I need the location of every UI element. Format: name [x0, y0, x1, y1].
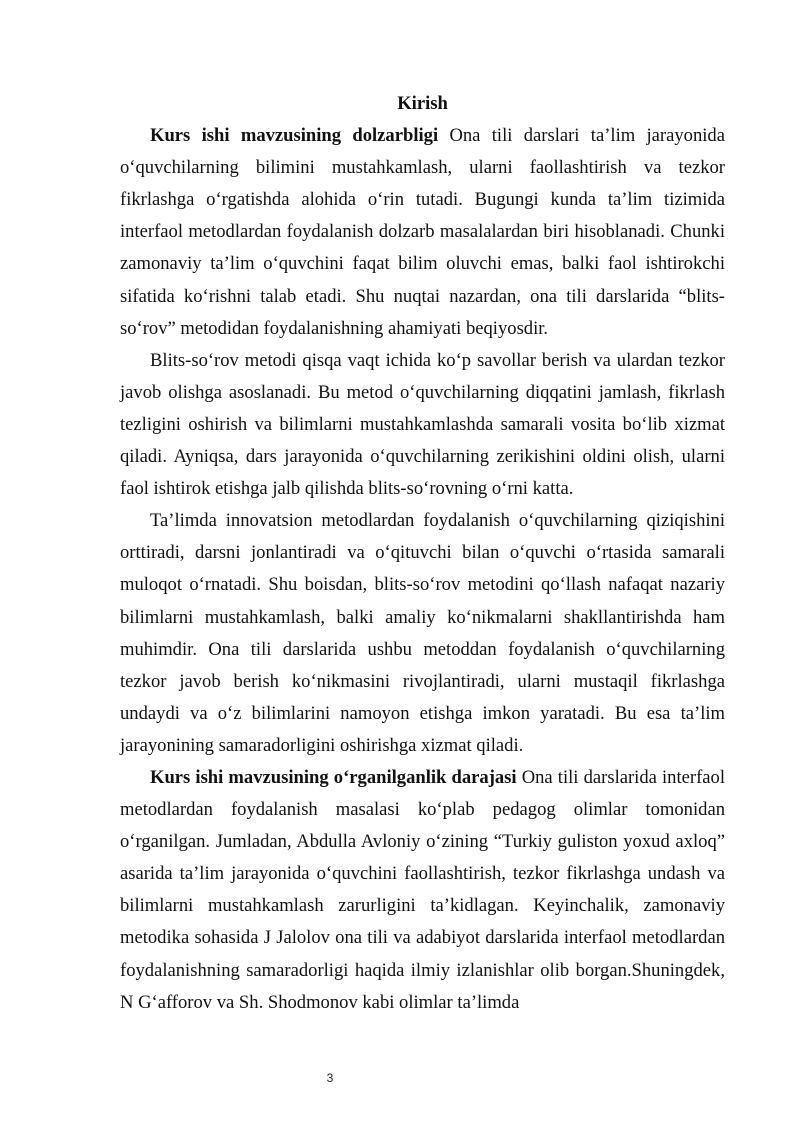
paragraph-text-relevance: Ona tili darslari ta’lim jarayonida o‘quvchilarning bilimini mustahkamlash, ularni faollashtirish va tezkor fikrlashga o‘rgatishda alohida o‘rin tutadi. Bugungi kunda ta’lim tizimida interfaol metodlardan foydalanish dolzarb masalalardan biri hisoblanadi. Chunki zamonaviy ta’lim o‘quvchini faqat bilim oluvchi emas, balki faol ishtirokchi sifatida ko‘rishni talab etadi. Shu nuqtai nazardan, ona tili darslarida “blits-so‘rov” metodidan foydalanishning ahamiyati beqiyosdir. [120, 125, 725, 339]
paragraph-text-blitz-method: Blits-so‘rov metodi qisqa vaqt ichida ko‘p savollar berish va ulardan tezkor javob olishga asoslanadi. Bu metod o‘quvchilarning diqqatini jamlash, fikrlash tezligini oshirish va bilimlarni mustahkamlashda samarali vosita bo‘lib xizmat qiladi. Ayniqsa, dars jarayonida o‘quvchilarning zerikishini oldini olish, ularni faol ishtirok etishga jalb qilishda blits-so‘rovning o‘rni katta. [120, 349, 725, 500]
paragraph-innovation [120, 505, 725, 762]
paragraph-study-level [120, 762, 725, 1019]
section-heading: Kirish [397, 93, 448, 114]
paragraph-text-innovation: Ta’limda innovatsion metodlardan foydalanish o‘quvchilarning qiziqishini orttiradi, darsni jonlantiradi va o‘qituvchi bilan o‘quvchi o‘rtasida samarali muloqot o‘rnatadi. Shu boisdan, blits-so‘rov metodini qo‘llash nafaqat nazariy bilimlarni mustahkamlash, balki amaliy ko‘nikmalarni shakllantirishda ham muhimdir. Ona tili darslarida ushbu metoddan foydalanish o‘quvchilarning tezkor javob berish ko‘nikmasini rivojlantiradi, ularni mustaqil fikrlashga undaydi va o‘z bilimlarini namoyon etishga imkon yaratadi. Bu esa ta’lim jarayonining samaradorligini oshirishga xizmat qiladi. [120, 510, 725, 756]
paragraph-lead-study-level: Kurs ishi mavzusining o‘rganilganlik darajasi [150, 766, 517, 788]
paragraph-relevance [120, 120, 725, 345]
paragraph-lead-relevance: Kurs ishi mavzusining dolzarbligi [150, 125, 439, 147]
paragraph-blitz-method [120, 345, 725, 505]
paragraph-text-study-level: Ona tili darslarida interfaol metodlardan foydalanish masalasi ko‘plab pedagog olimlar tomonidan o‘rganilgan. Jumladan, Abdulla Avloniy o‘zining “Turkiy guliston yoxud axloq” asarida ta’lim jarayonida o‘quvchini faollashtirish, tezkor fikrlashga undash va bilimlarni mustahkamlash zarurligini ta’kidlagan. Keyinchalik, zamonaviy metodika sohasida J Jalolov ona tili va adabiyot darslarida interfaol metodlardan foydalanishning samaradorligi haqida ilmiy izlanishlar olib borgan.Shuningdek, N G‘afforov va Sh. Shodmonov kabi olimlar ta’limda [120, 766, 725, 1013]
page-number: 3 [326, 1071, 334, 1085]
document-body [120, 88, 725, 1019]
